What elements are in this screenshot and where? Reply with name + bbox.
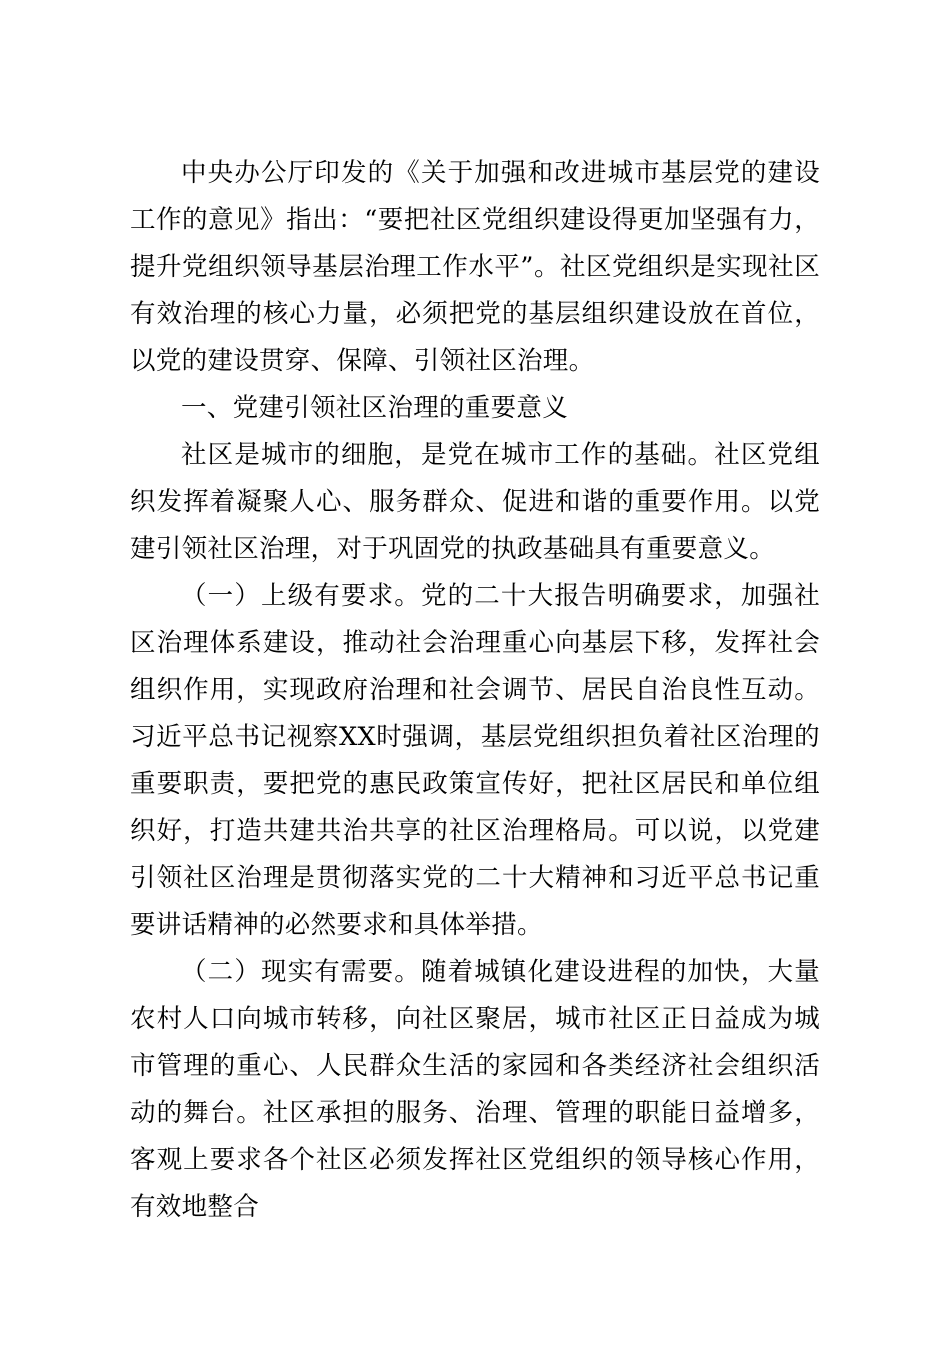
paragraph-community: 社区是城市的细胞，是党在城市工作的基础。社区党组织发挥着凝聚人心、服务群众、促进和谐的重要作用。以党建引领社区治理，对于巩固党的执政基础具有重要意义。 xyxy=(130,440,820,564)
section-heading: 一、党建引领社区治理的重要意义 xyxy=(181,393,569,423)
paragraph-intro: 中央办公厅印发的《关于加强和改进城市基层党的建设工作的意见》指出：“要把社区党组织建设得更加坚强有力，提升党组织领导基层治理工作水平”。社区党组织是实现社区有效治理的核心力量，必须把党的基层组织建设放在首位，以党的建设贯穿、保障、引领社区治理。 xyxy=(130,158,820,376)
document-body xyxy=(130,150,820,1231)
paragraph-need: （二）现实有需要。随着城镇化建设进程的加快，大量农村人口向城市转移，向社区聚居，城市社区正日益成为城市管理的重心、人民群众生活的家园和各类经济社会组织活动的舞台。社区承担的服务、治理、管理的职能日益增多，客观上要求各个社区必须发挥社区党组织的领导核心作用，有效地整合 xyxy=(130,957,820,1222)
paragraph-requirement: （一）上级有要求。党的二十大报告明确要求，加强社区治理体系建设，推动社会治理重心向基层下移，发挥社会组织作用，实现政府治理和社会调节、居民自治良性互动。习近平总书记视察XX时强调，基层党组织担负着社区治理的重要职责，要把党的惠民政策宣传好，把社区居民和单位组织好，打造共建共治共享的社区治理格局。可以说，以党建引领社区治理是贯彻落实党的二十大精神和习近平总书记重要讲话精神的必然要求和具体举措。 xyxy=(130,581,820,940)
